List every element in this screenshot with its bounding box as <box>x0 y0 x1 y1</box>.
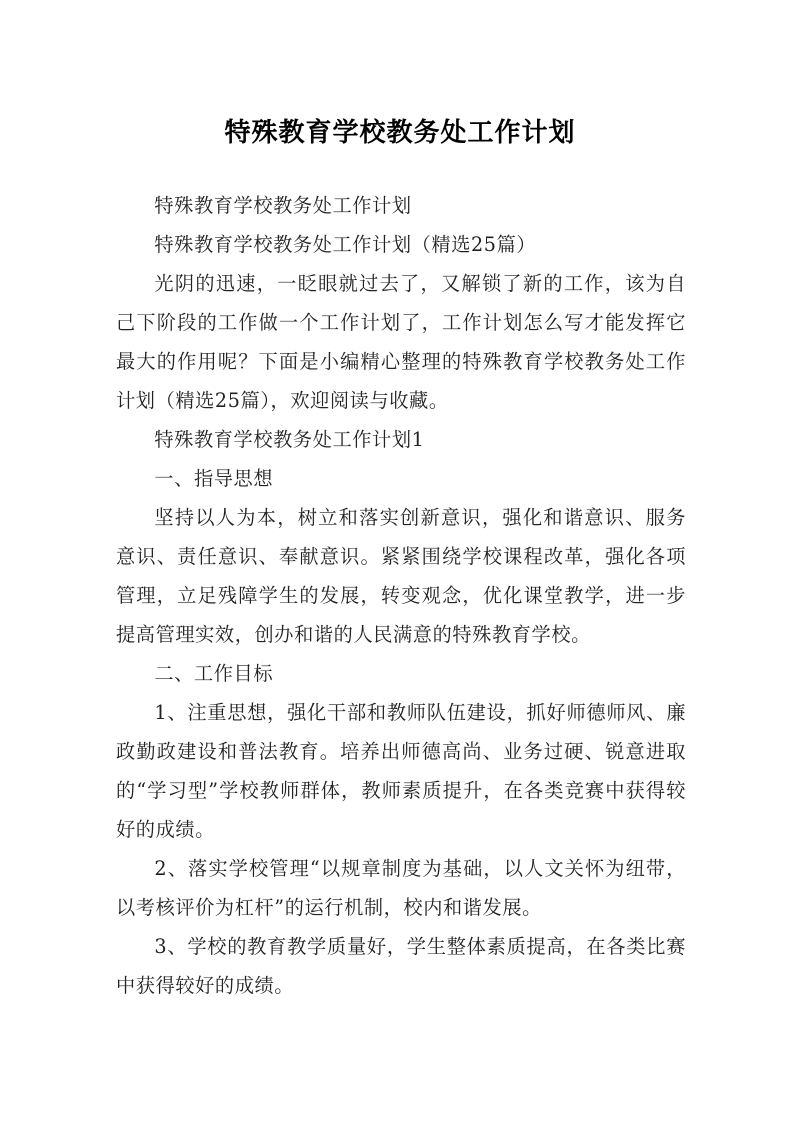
heading-guiding-ideology: 一、指导思想 <box>154 467 274 490</box>
heading-work-goals: 二、工作目标 <box>154 662 274 685</box>
paragraph-intro: 光阴的迅速，一眨眼就过去了，又解锁了新的工作，该为自己下阶段的工作做一个工作计划了，工作计划怎么写才能发挥它最大的作用呢？下面是小编精心整理的特殊教育学校教务处工作计划（精选25篇），欢迎阅读与收藏。 <box>116 272 686 412</box>
paragraph-heading-repeat: 特殊教育学校教务处工作计划 <box>154 194 412 217</box>
paragraph-guiding-ideology: 坚持以人为本，树立和落实创新意识，强化和谐意识、服务意识、责任意识、奉献意识。紧紧围绕学校课程改革，强化各项管理，立足残障学生的发展，转变观念，优化课堂教学，进一步提高管理实效，创办和谐的人民满意的特殊教育学校。 <box>116 506 686 646</box>
document-body <box>116 186 686 1005</box>
paragraph-subtitle: 特殊教育学校教务处工作计划（精选25篇） <box>154 233 537 256</box>
paragraph-section-title: 特殊教育学校教务处工作计划1 <box>154 428 425 451</box>
paragraph-goal-2: 2、落实学校管理“以规章制度为基础，以人文关怀为纽带，以考核评价为杠杆”的运行机制，校内和谐发展。 <box>116 857 686 919</box>
document-title: 特殊教育学校教务处工作计划 <box>224 118 576 149</box>
paragraph-goal-3: 3、学校的教育教学质量好，学生整体素质提高，在各类比赛中获得较好的成绩。 <box>116 935 686 997</box>
paragraph-goal-1: 1、注重思想，强化干部和教师队伍建设，抓好师德师风、廉政勤政建设和普法教育。培养出师德高尚、业务过硬、锐意进取的“学习型”学校教师群体，教师素质提升，在各类竞赛中获得较好的成绩。 <box>116 701 686 841</box>
